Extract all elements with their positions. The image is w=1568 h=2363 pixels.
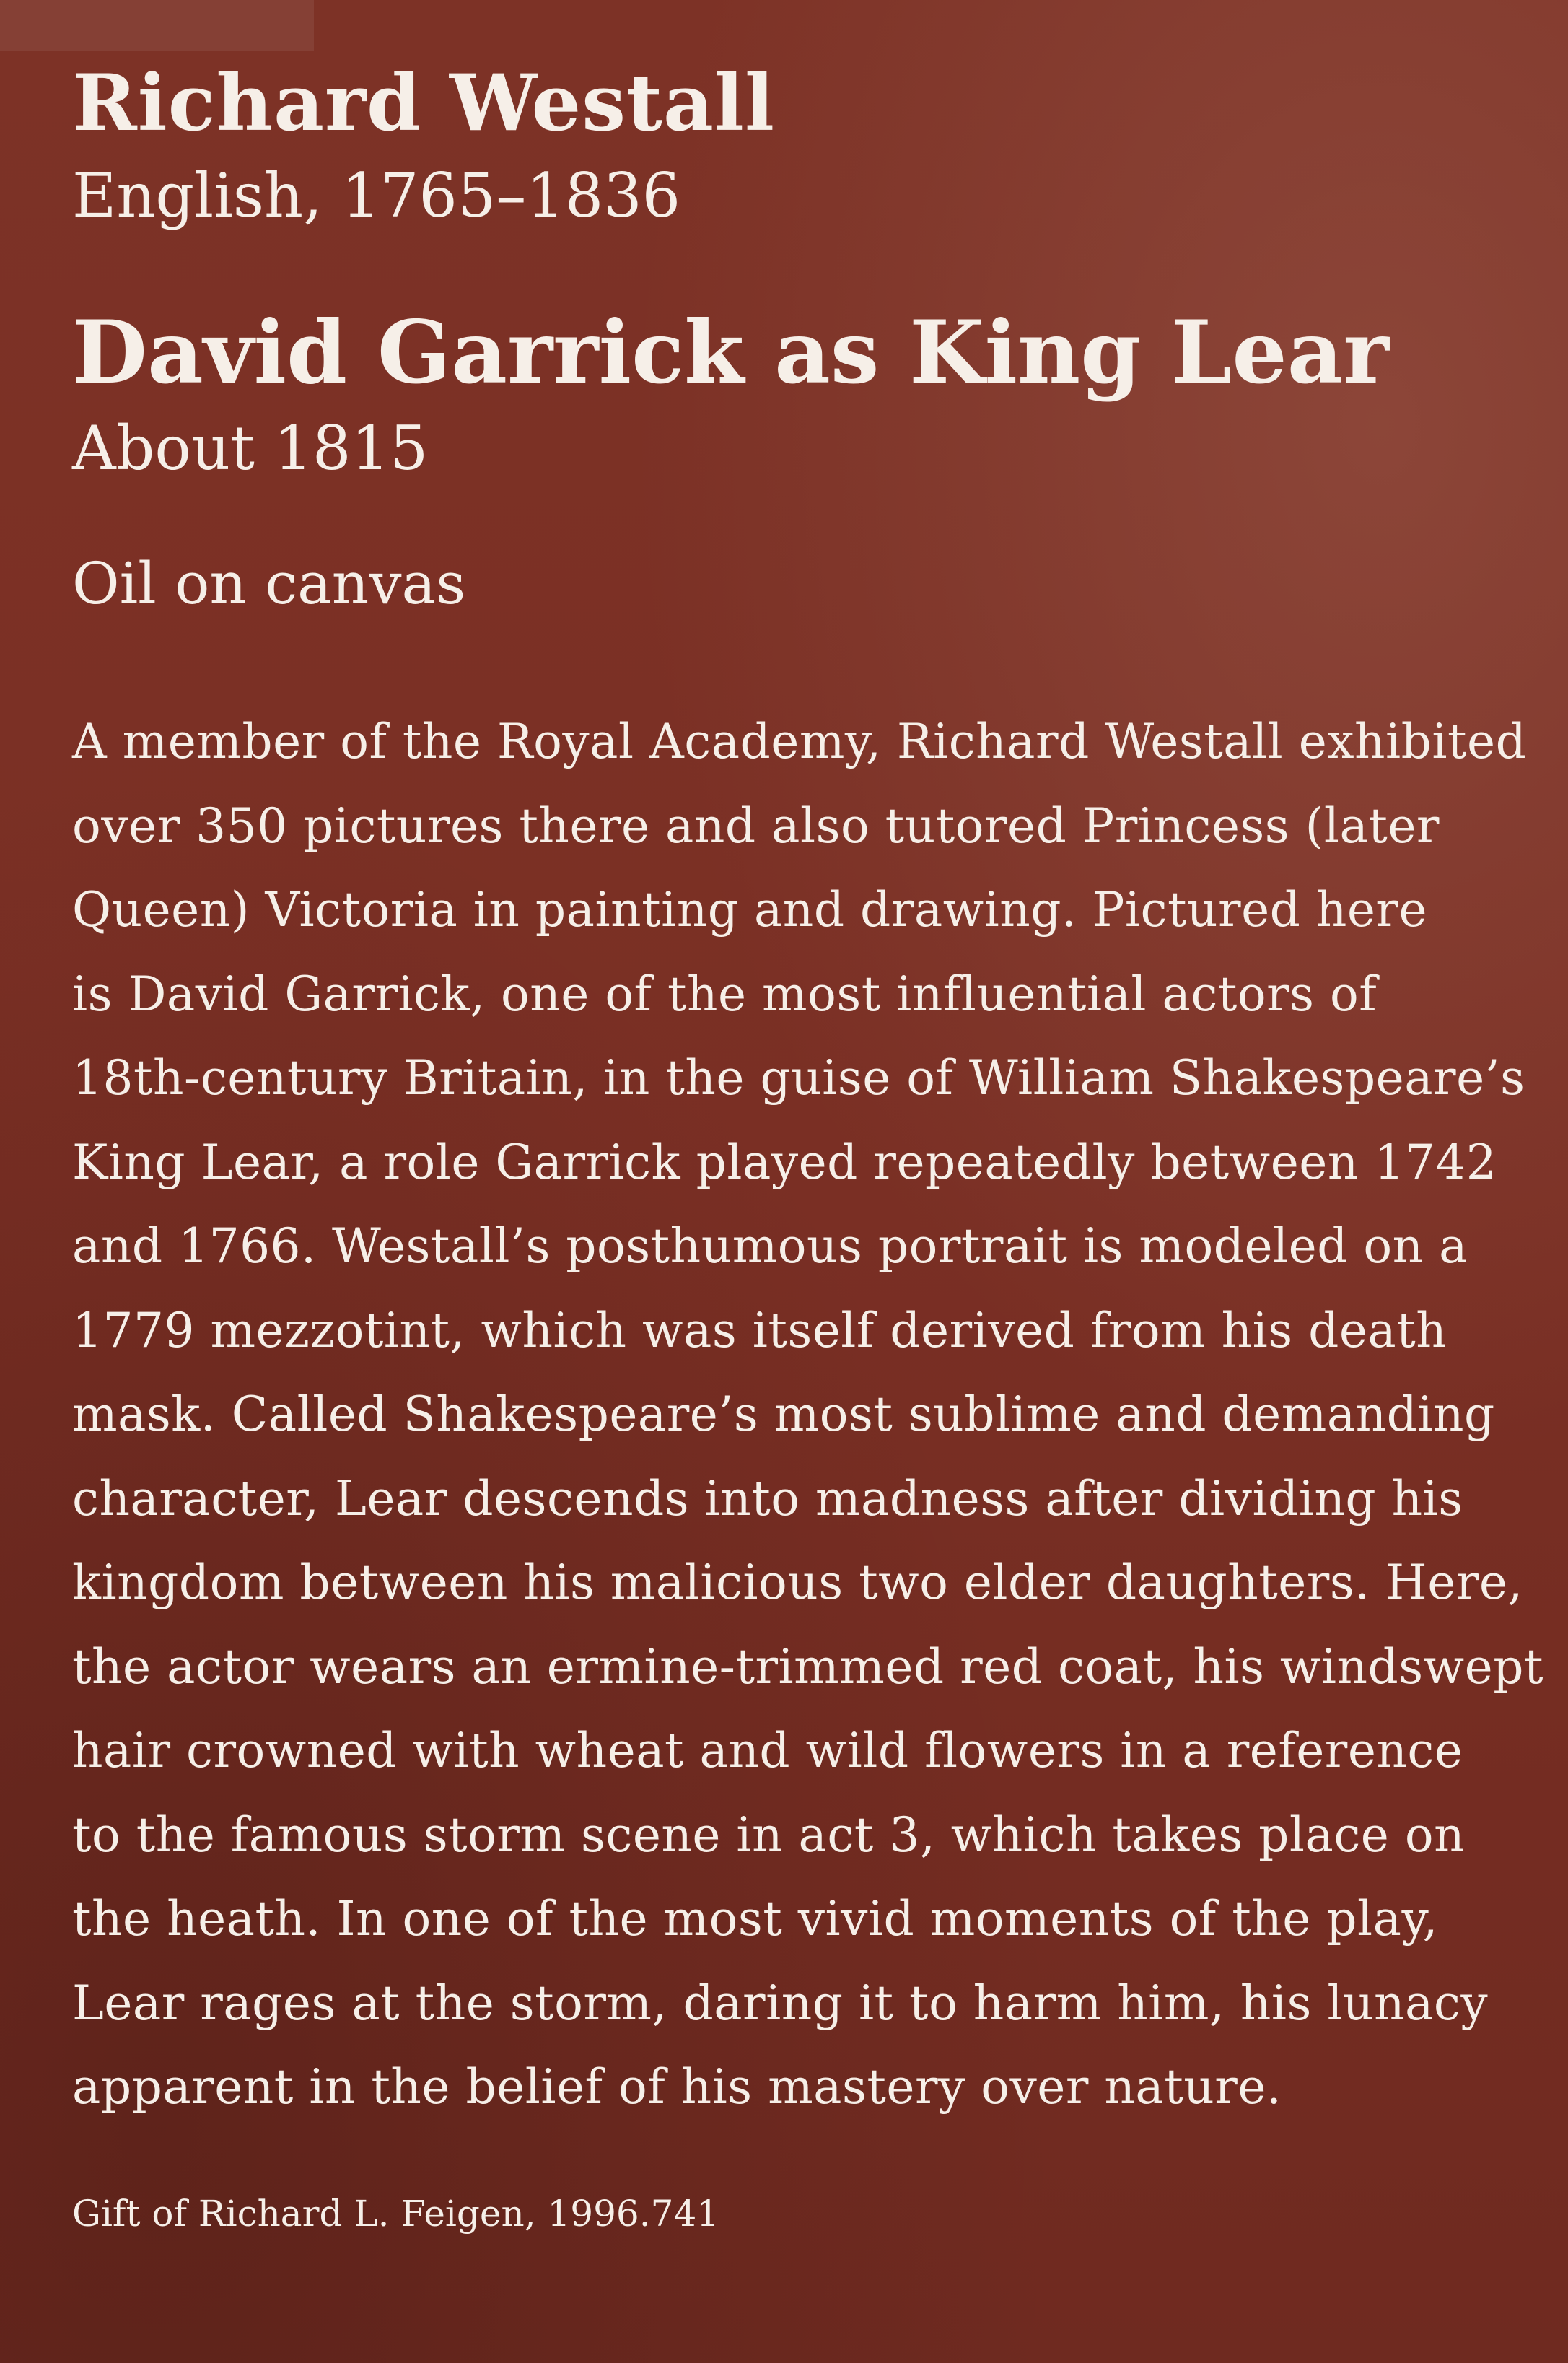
- description-line: A member of the Royal Academy, Richard Westall exhibited: [72, 714, 1527, 769]
- artwork-title: David Garrick as King Lear: [72, 302, 1389, 403]
- description-line: 18th-century Britain, in the guise of William Shakespeare’s: [72, 1050, 1525, 1106]
- description-line: the actor wears an ermine-trimmed red coat, his windswept: [72, 1638, 1543, 1695]
- description-line: apparent in the belief of his mastery over nature.: [72, 2059, 1282, 2115]
- description-line: kingdom between his malicious two elder daughters. Here,: [72, 1555, 1523, 1610]
- description-line: Queen) Victoria in painting and drawing. Pictured here: [72, 882, 1428, 938]
- credit-line: Gift of Richard L. Feigen, 1996.741: [72, 2193, 720, 2235]
- description-line: to the famous storm scene in act 3, which takes place on: [72, 1807, 1466, 1863]
- description-line: King Lear, a role Garrick played repeatedly between 1742: [72, 1134, 1497, 1190]
- artist-nationality-dates: English, 1765–1836: [72, 160, 681, 231]
- description-line: is David Garrick, one of the most influential actors of: [72, 966, 1378, 1022]
- description-line: and 1766. Westall’s posthumous portrait is modeled on a: [72, 1218, 1468, 1274]
- artwork-date: About 1815: [72, 413, 429, 484]
- description-line: hair crowned with wheat and wild flowers in a reference: [72, 1723, 1463, 1778]
- top-left-edge-strip: [0, 0, 314, 51]
- description-line: character, Lear descends into madness after dividing his: [72, 1470, 1463, 1526]
- artist-name: Richard Westall: [72, 58, 775, 149]
- description-line: mask. Called Shakespeare’s most sublime and demanding: [72, 1386, 1495, 1442]
- description-line: 1779 mezzotint, which was itself derived from his death: [72, 1302, 1447, 1358]
- description-line: over 350 pictures there and also tutored Princess (later: [72, 798, 1440, 854]
- description-line: Lear rages at the storm, daring it to harm him, his lunacy: [72, 1975, 1489, 2031]
- description-line: the heath. In one of the most vivid moments of the play,: [72, 1891, 1438, 1947]
- description-text: [72, 700, 1543, 2130]
- artwork-medium: Oil on canvas: [72, 550, 466, 617]
